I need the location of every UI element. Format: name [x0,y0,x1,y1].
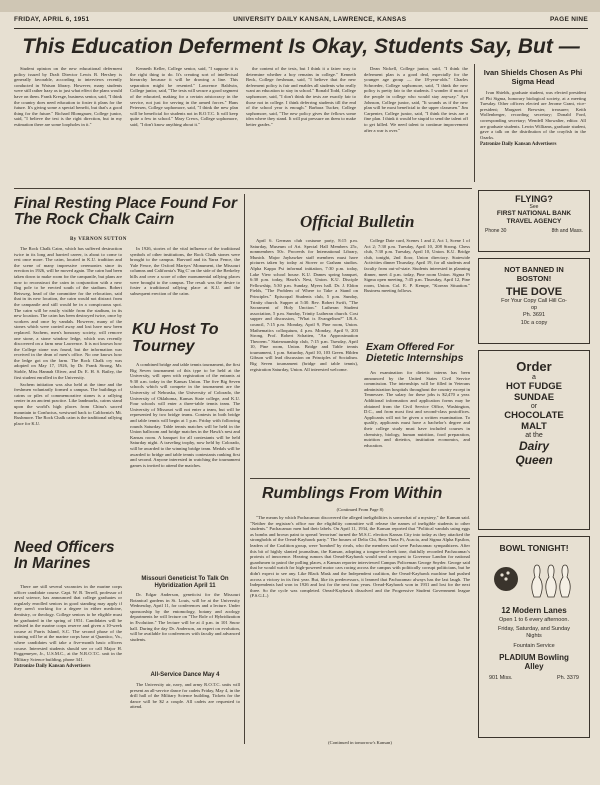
top-story-col-4-text: Dean Nickell, College junior, said, "I think the deferment plan is a good deal, especially for the younger age group — the 18-year-olds." Charles Schroeder, College sophomore, said, "I think the new policy is pretty fair to the students. I wonder if most of the people in college who would stay anyway." Ayn Johnson, College junior, said, "It sounds as if the new plan will be most beneficial to the upper classmen." Jim Carpenter, College junior, said, "I think the tests are a fine plan. I think it would be stupid to send the talent off to get killed. We need talent to continue improvement after a war is over." [364,66,468,133]
ad-dove-line1: For Your Copy Call Hill Co-op [501,298,567,311]
cairn-byline: By VERNON SUTTON [70,237,127,242]
marines-headline: Need Officers In Marines [14,539,115,573]
ad-dq-queen: Queen [515,453,553,467]
shields-body: Ivan Shields, graduate student, was elected president of Phi Sigma, honorary biological society, at a meeting Tuesday. Other officers elected are Jerome Grant, vice-president; Margaret Brewster, treasurer; Keith Wollenberger, recording secretary; Donald Ford, corresponding secretary; Wendell Showalter, editor. All are graduate students. Lewin Williams, graduate student, gave a talk on the distribution of the crayfish in the Ozarks. [480,90,586,140]
ad-bowl-addr: 901 Miss. [489,675,513,681]
bulletin-col-1-text: April 6. German club costume party, 8:15 p.m. Saturday, Museum of Art. Special Hall Members 25c, nonmembers 50c. Proceeds for International Library, Munich. Major Jayhawker staff members must have pictures taken by today at Stover or Graham studios. Alpha Kappa Psi informal initiation, 7:30 p.m. today, Lake View school house. K.U. Dames spring banquet, 6:30 p.m. today, Hawk's Nest, Union. K.U. Disciple Fellowship, 5:30 p.m. Sunday, Myers hall. Dr. J. Eldon Fields, "The Problem of Where to Take a Stand on Principles." Episcopal Students club, 5 p.m. Sunday, Trinity church. Supper at 5:30. Rev. Robert Swift, "The Sacrament of Holy Unction." Lutheran Student association, 5 p.m. Sunday, Trinity Lutheran church. Cost supper and discussion, "What is Evangelism?" I.R.A. council, 7:15 p.m. Monday, April 9, Pine room, Union. Mathematics colloquium, 4 p.m. Monday, April 9, 203 Strong. Prof. Robert Schatten, "An Approximation Theorem." Statesmanship club, 7:15 p.m. Tuesday, April 10, Pine room, Union. Bridge and Table tennis tournament, 1 p.m. Saturday, April 10, 103 Green. Hilden Gibson will lead discussion on Principles of Socialism. Big Seven tournament (bridge and table tennis), registration Saturday, Union. All interested welcome. [250,238,358,372]
ad-dove-name: THE DOVE [505,286,563,298]
allservice-headline: All-Service Dance May 4 [150,672,220,678]
rumblings-continued-to: (Continued in tomorrow's Kansan) [328,740,392,745]
shields-headline: Ivan Shields Chosen As Phi Sigma Head [483,68,583,86]
rumblings-body: "The means by which Pachacamac discovered the alleged ineligibilities is somewhat of a mystery," the Kansan said. "Neither the registrar's office nor the eligibility committee will release the names of ineligible students to other students." Pachacamac men had their labels. On April 11, 1934, the Kansan reported that "Political vandals using eggs as bombs and brown paint to spread 'terrorism' turned the M.S.C. election Kansas City into today as they attacked the strongholds of the Oread-Kayhawk party." The houses of Delta Chi, Beta Theta Pi, Acacia, and Sigma Alpha Epsilon, leaders of the Coalition group, were 'bombed' by rivals, who the members said were Pachacamac sympathizers. After this bit of highly slanted journalism, the Kansan, adopting a tongue-in-cheek tone, dutifully recorded Pachacamac's protests of innocence. Hearing rumors that Oread-Kayhawk would send a request to Governor Landon for national guardsmen to patrol the polling places, a Kansan reporter interviewed Campus Policeman George Snyder. George said that he would watch for high-powered motor cars racing across the campus with politically corrupt politicians, but he didn't expect to see any. Like Black Mask and the Independent coalition, the Oread-Kayhawk machine had pushed across a victory in its first year. But, like its predecessors, it learned that Pachacamac always has the last laugh. The Independents had won in 1926 and lost for the next four years. Oread-Kayhawk won in 1931 and lost for the next three. So the cycle was completed. Oread-Kayhawk dissolved and the Progressive Student Government league (P.S.G.L.) [250,515,470,599]
masthead-paper: UNIVERSITY DAILY KANSAN, LAWRENCE, KANSAS [233,16,407,23]
ad-travel-agency[interactable] [478,190,590,252]
ad-travel-name: FIRST NATIONAL BANK TRAVEL AGENCY [496,210,572,225]
column-rule [244,194,245,744]
masthead [14,16,588,29]
bulletin-headline: Official Bulletin [300,212,415,231]
marines-body: There are still several vacancies in the marine corps officer candidate course. Capt. W. B. Terrell, professor of naval science, has announced that college graduates or regularly enrolled seniors in good standing may apply if they aren't working for a degree in either medicine, dentistry, or theology. College seniors to be eligible must be graduated in the spring of 1951. Candidates will be enlisted in the marine corps reserve and given a 10-week course at Parris Island, S.C. The second phase of the training will be at the marine corps base at Quantico, Va., where candidates will take a five-month basic officers course. Interested students should see or call Major H. Poggemeyer, Jr., U.S.M.C., at the N.R.O.T.C. unit in the Military Science building, phone 341. [14,584,122,662]
masthead-date: FRIDAY, APRIL 6, 1951 [14,16,90,23]
ad-dairy-queen[interactable] [478,350,590,530]
ad-the-dove[interactable] [478,258,590,344]
ad-bowl-title: BOWL TONIGHT! [499,543,569,553]
cairn-headline: Final Resting Place Found For The Rock Chalk Cairn [14,195,238,229]
ad-dq-dairy: Dairy [518,439,550,453]
marines-story [14,584,122,754]
allservice-story [130,682,240,732]
rumblings-continued-from: (Continued From Page 8) [336,507,384,512]
ku-host-headline: KU Host To Tourney [132,321,219,355]
cairn-col-2-text: In 1926, stories of the vital influence of the traditional symbols of other institutions, the Rock Chalk stones were brought to the campus. Harvard and its Yarra Fence, the Yale Fence, the Oxford Martyrs' Monument, the Missouri columns and California's 'Big C' on the side of the Berkeley hills and over a score of other monumental rallying places were brought to the campus. The result was the desire to foster a traditional rallying place at K.U. and the subsequent erection of the cairn. [130,246,240,296]
ad-bowl-name: PLADIUM Bowling Alley [499,653,569,671]
top-story-col-1 [14,66,122,178]
ad-dove-price: 10c a copy [520,320,548,326]
column-rule [474,64,475,182]
rumblings-story [250,515,470,739]
ad-bowl-lanes: 12 Modern Lanes [501,606,567,615]
top-story-col-1-text: Student opinion on the new educational deferment policy issued by Draft Director Lewis B. Hershey is generally favorable, according to interviews recently conducted in Watson library. However, many students were still rather hazy as to just what effect the plans would have on them. Frank Kresge, business senior, said, "I think the country does need education to foster it plans for the future. It's giving some a special benefit, but that's a good thing for the future." Richard Blomgauer, College junior, said, "I believe the test is the right direction, but in my estimation there are some loopholes in it." [14,66,122,127]
cairn-col-1 [14,246,122,536]
ad-dq-a: a [532,374,536,381]
bulletin-col-2 [364,238,470,340]
dietetic-body: An examination for dietetic interns has been announced by the United States Civil Service commission. The internships will be filled in Veterans administration hospitals throughout the country except in Tennessee. The salary for these jobs is $2,470 a year. Additional information and application forms may be obtained from the Civil Service Office, Washington, D.C., and from most first and second-class postoffices. Applicants will not be given a written examination. To qualify, applicants must have a bachelor's degree and their college study must have included courses in chemistry, biology, human nutrition, food preparation, nutrition and dietetics, institution economics, and education. [364,370,470,448]
ad-travel-see: See [529,204,539,210]
ad-dq-hot-fudge: HOT FUDGE [506,381,562,392]
ad-bowl-fountain: Fountain Service [513,643,555,649]
ku-host-body: A combined bridge and table tennis tournament, the first Big Seven tournament of this type to be held at the University, will open with registration of the entrants at 9:30 a.m. today in the Kansas Union. The five Big Seven schools which will compete in the tournament are the University of Nebraska, the University of Colorado, the University of Oklahoma, Kansas State college, and K.U. Four schools will enter a three-table tennis team. The University of Missouri will not enter a team, but will be represented by two bridge teams. Contests in both bridge and table tennis will begin at 1 p.m. Friday with following rounds Saturday. Table tennis matches will be held in the Union ballroom and bridge matches in the Hawk's nest and Kansas room. A banquet for all contestants will be held Saturday night. A traveling trophy, now held by Colorado, will be awarded to the winning bridge team. Medals will be awarded to bridge and table tennis contestants ranking first and second. Anyone interested in watching the tournament games is invited to attend the matches. [130,362,240,468]
bulletin-col-1 [250,238,358,470]
dietetic-headline: Exam Offered For Dietetic Internships [366,341,464,365]
missouri-story [130,592,240,666]
shields-credit: Patronize Daily Kansan Advertisers [480,142,557,148]
ad-dove-phone: Ph. 3691 [522,312,546,318]
section-rule [250,478,470,479]
shields-story [480,90,586,178]
top-story-col-3-text: the content of the tests, but I think it a fairer way to determine whether a boy remains in college." Kenneth Beck, College freshman, said, "I believe that the new deferment policy is fair and enables all students who really want an education to stay in school." Ronald Todd, College sophomore, said, "I don't think the tests are exactly fair to those not in college. I think deferring students till the end of the school year is enough." Barbara Tucker, College sophomore, said, "The new policy gives the fellows some idea where they stand. It will put pressure on them to make better grades." [246,66,356,127]
marines-credit: Patronize Daily Kansan Advertisers [14,664,91,670]
rumblings-headline: Rumblings From Within [262,485,443,502]
missouri-headline: Missouri Geneticist To Talk On Hybridization April 11 [141,576,229,589]
allservice-body: The University air, navy, and army R.O.T.C. units will present an all-service dance for cadets Friday, May 4, in the drill hall of the Military Science building. Tickets for the dance will be $2 a couple. All cadets are requested to attend. [130,682,240,710]
dietetic-story [364,370,470,474]
section-rule [14,188,472,189]
ad-dq-sundae: SUNDAE [513,392,555,403]
bulletin-col-2-text: College Date card, Scenes 1 and 2, Act 1, Scene 1 of Act 2; 7:30 p.m. Tuesday, April 10, 208 Strong. Chess club, 7:30 p.m. Tuesday, April 10, Union. K.U. Bridge club, tonight, 2nd floor, Union directory. Statewide Activities dinner Thursday, April 19, for all students and faculty from out-of-state. Students interested in planning dinner, meet 4 p.m. today, Pine room Union. Sigma Pi Sigma open meeting, 7:45 p.m. Thursday, April 12, Pine room, Union. Col. E. P. Kempe, "Korean Situation." Business meeting follows. [364,238,470,294]
ad-dove-banned: NOT BANNED IN BOSTON! [504,265,564,283]
ad-bowl-phone: Ph. 3379 [556,675,579,681]
ku-host-story [130,362,240,574]
top-story-col-3 [246,66,356,178]
ad-bowl-hours1: Open 1 to 6 every afternoon. [498,617,570,623]
ad-travel-title: FLYING? [515,194,553,204]
ad-dq-at-the: at the [525,432,543,439]
page-fold-shadow [0,0,600,12]
ad-dq-or: or [530,403,538,410]
ad-travel-phone: Phone 30 [485,228,507,234]
ad-bowl-hours2: Friday, Saturday, and Sunday Nights [498,626,570,639]
cairn-col-1b-text: Sachem initiation was also held at the time and the freshmen voluntarily formed a campus. The buildings of cairns or piles of commemorative stones is a rallying center in an ancient practice. Like landmarks, cairns stand upon the world's high places from China's sacred mountain to Confucius, westward back to California's Mt. Rushmore. The Rock Chalk cairn is the traditional rallying place for K.U. [14,381,122,426]
cairn-col-1-text: The Rock Chalk Cairn, which has suffered destruction twice in its long and harried career, is about to come to rest once more. The cairn, located in K.U. tradition and the scene of many impressive ceremonies since its erection in 1926, will be moved again. The cairn had been taken down to make room for the campanile, but plans are now to reconstruct the cairn in conjunction with a new flag pole to be erected south of the stadium. Robert Reisweg, head of the committee for the relocation, said that in its new location, the cairn would not distract from the campanile and still would be in a conspicuous spot. The cairn will be easily visible from the stadium, in its new location. The cairn has been destroyed twice, once by workers and once by vandals. However, many of the stones which were carried away and lost have now been replaced. Sachem, men's honorary society, will remove one stone, a stone window ledge, which was recently discovered on a farm near Lawrence. It is not known how the College stone was found, but the information was received in the dean of men's office. No one knows how the ledge got on the farm. The Rock Chalk cry was adopted on May 17, 1926, by Dr. Frank Strong, Mr. Stoble, Miss Hannah Oliver, and Dr. E. H. S. Bailey, the first student enrolled in the University. [14,246,122,380]
top-story-col-2 [130,66,238,178]
top-story-col-2-text: Kenneth Keller, College senior, said, "I suppose it is the right thing to do. It's creating sort of intellectual hierarchy because it will be drawing a line. This separation might be resented." Lawrence Baldwin, College junior, said, "The tests will secure a good segment of the educated, making for a certain aristocracy in the service, not just for serving in the armed forces." Hans Petersen, College sophomore, said, "I think the new plan will be beneficial for students not in R.O.T.C. It will keep quite a few in school." Mary Crews, College sophomore, said, "I don't know anything about it." [130,66,238,127]
top-headline: This Education Deferment Is Okay, Students Say, But — [22,35,580,58]
bowling-pins-icon [486,557,582,599]
ad-dq-malt: MALT [521,421,547,432]
ad-dq-chocolate: CHOCOLATE [504,410,564,421]
ad-travel-addr: 8th and Mass. [551,228,583,234]
ad-dq-order: Order [516,359,552,374]
cairn-col-2 [130,246,240,318]
missouri-body: Dr. Edgar Anderson, geneticist for the Missouri Botanical gardens in St. Louis, will be at the University Wednesday, April 11, for conferences and a lecture. Under sponsorship by the entomology, botany and zoology departments he will lecture on "The Role of Hybridization in Evolution." The lecture will be at 4 p.m. in 101 Snow hall. During the day Dr. Anderson, an expert on evolution, will be available for conferences with faculty and advanced students. [130,592,240,642]
top-story-col-4 [364,66,468,178]
ad-bowling-alley[interactable] [478,536,590,738]
masthead-page: PAGE NINE [550,16,588,23]
